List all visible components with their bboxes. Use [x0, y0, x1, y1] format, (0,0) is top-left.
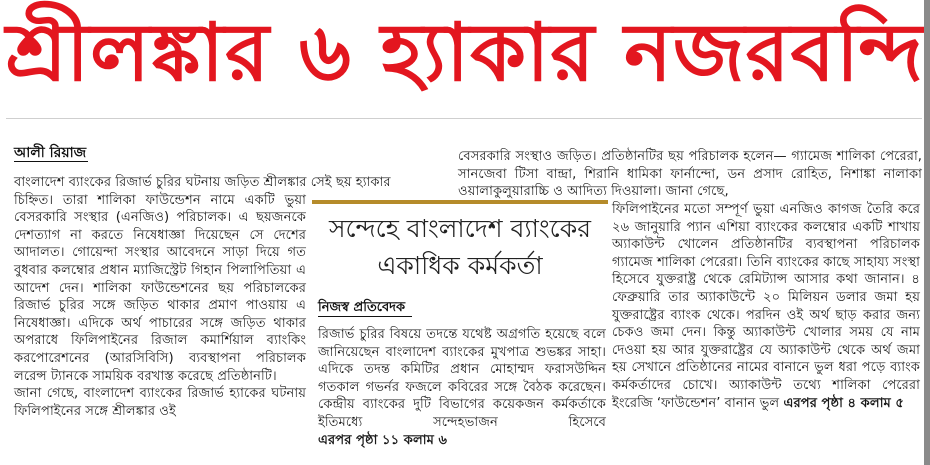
left-column-lead: বাংলাদেশ ব্যাংকের রিজার্ভ চুরির ঘটনায় জড়িত শ্রীলঙ্কার সেই ছয় হ্যাকার — [14, 175, 391, 190]
sub-story-continuation: এরপর পৃষ্ঠা ১১ কলাম ৬ — [318, 432, 448, 448]
right-column-continuation: এরপর পৃষ্ঠা ৪ কলাম ৫ — [783, 395, 904, 411]
sub-story-text: রিজার্ভ চুরির বিষয়ে তদন্তে যথেষ্ট অগ্রগতি হয়েছে বলে জানিয়েছেন বাংলাদেশ ব্যাংকের মুখপাত্র শুভঙ্কর সাহা। এদিকে তদন্ত কমিটির প্রধান মোহাম্মদ ফরাসউদ্দিন গতকাল গভর্নর ফজলে কবিরের সঙ্গে বৈঠক করেছেন। কেন্দ্রীয় ব্যাংকের দুটি বিভাগের কয়েকজন কর্মকর্তাকে ইতিমধ্যে সন্দেহভাজন হিসেবে — [318, 327, 606, 430]
page-edge — [924, 0, 930, 465]
right-column — [612, 201, 920, 412]
left-column-body: চিহ্নিত। তারা শালিকা ফাউন্ডেশন নামে একটি ভুয়া বেসরকারি সংস্থার (এনজিও) পরিচালক। এ ছয়জনকে দেশত্যাগ না করতে নিষেধাজ্ঞা দিয়েছেন সে দেশের আদালত। গোয়েন্দা সংস্থার আবেদনে সাড়া দিয়ে গত বুধবার কলম্বোর প্রধান ম্যাজিস্ট্রেট গিহান পিলাপিতিয়া এ আদেশ দেন। শালিকা ফাউন্ডেশনের ছয় পরিচালকের রিজার্ভ চুরির সঙ্গে জড়িত থাকার প্রমাণ পাওয়ায় এ নিষেধাজ্ঞা। এদিকে অর্থ পাচারের সঙ্গে জড়িত থাকার অপরাধে ফিলিপাইনের রিজাল কমার্শিয়াল ব্যাংকিং করপোরেশনের (আরসিবিসি) ব্যবস্থাপনা পরিচালক লরেন্স ট্যানকে সাময়িক বরখাস্ত করেছে প্রতিষ্ঠানটি। — [14, 192, 306, 384]
headline-divider — [6, 118, 922, 119]
sub-story-title-line1: সন্দেহে বাংলাদেশ ব্যাংকের — [329, 214, 591, 243]
headline: শ্রীলঙ্কার ৬ হ্যাকার নজরবন্দি — [5, 6, 925, 99]
right-column-text: ফিলিপাইনের মতো সম্পূর্ণ ভুয়া এনজিও কাগজ তৈরি করে ২৬ জানুয়ারি প্যান এশিয়া ব্যাংকের কলম্বোর একটি শাখায় অ্যাকাউন্ট খোলেন প্রতিষ্ঠানটির ব্যবস্থাপনা পরিচালক গ্যামেজ শালিকা পেরেরা। তিনি ব্যাংকের কাছে সাহায্য সংস্থা হিসেবে যুক্তরাষ্ট্র থেকে রেমিট্যান্স আসার কথা জানান। ৪ ফেব্রুয়ারি তার অ্যাকাউন্টে ২০ মিলিয়ন ডলার জমা হয় যুক্তরাষ্ট্রের ব্যাংক থেকে। পরদিন ওই অর্থ ছাড় করার জন্য চেকও জমা দেন। কিন্তু অ্যাকাউন্ট খোলার সময় যে নাম দেওয়া হয় আর যুক্তরাষ্ট্রের যে অ্যাকাউন্ট থেকে অর্থ জমা হয় সেখানে প্রতিষ্ঠানের নামের বানানে ভুল ধরা পড়ে ব্যাংক কর্মকর্তাদের চোখে। অ্যাকাউন্ট তথ্যে শালিকা পেরেরা ইংরেজি ‘ফাউন্ডেশন’ বানান ভুল — [612, 202, 920, 411]
sub-story-title-line2: একাধিক কর্মকর্তা — [377, 251, 543, 280]
right-column-top-text: বেসরকারি সংস্থাও জড়িত। প্রতিষ্ঠানটির ছয় পরিচালক হলেন— গ্যামেজ শালিকা পেরেরা, সানজেবা টিসা বান্দ্রা, শিরানি ধামিকা ফার্নান্দো, ডন প্রসাদ রোহিত, নিশাঙ্কা নালাকা ওয়ালাকুলুয়ারাচ্চি ও আদিত্য দিওয়ালা। জানা গেছে, — [458, 149, 922, 200]
right-column-top — [458, 148, 922, 201]
left-column-body-2: জানা গেছে, বাংলাদেশ ব্যাংকের রিজার্ভ হ্যাকের ঘটনায় ফিলিপাইনের সঙ্গে শ্রীলঙ্কার ওই — [14, 386, 306, 419]
sub-story-byline: নিজস্ব প্রতিবেদক — [318, 300, 406, 315]
sub-story-byline-underline — [318, 316, 412, 317]
sub-story-rule — [312, 200, 608, 204]
byline-underline — [14, 161, 88, 162]
sub-story-title — [312, 210, 608, 284]
byline: আলী রিয়াজ — [14, 145, 87, 161]
sub-story-body — [318, 326, 606, 449]
